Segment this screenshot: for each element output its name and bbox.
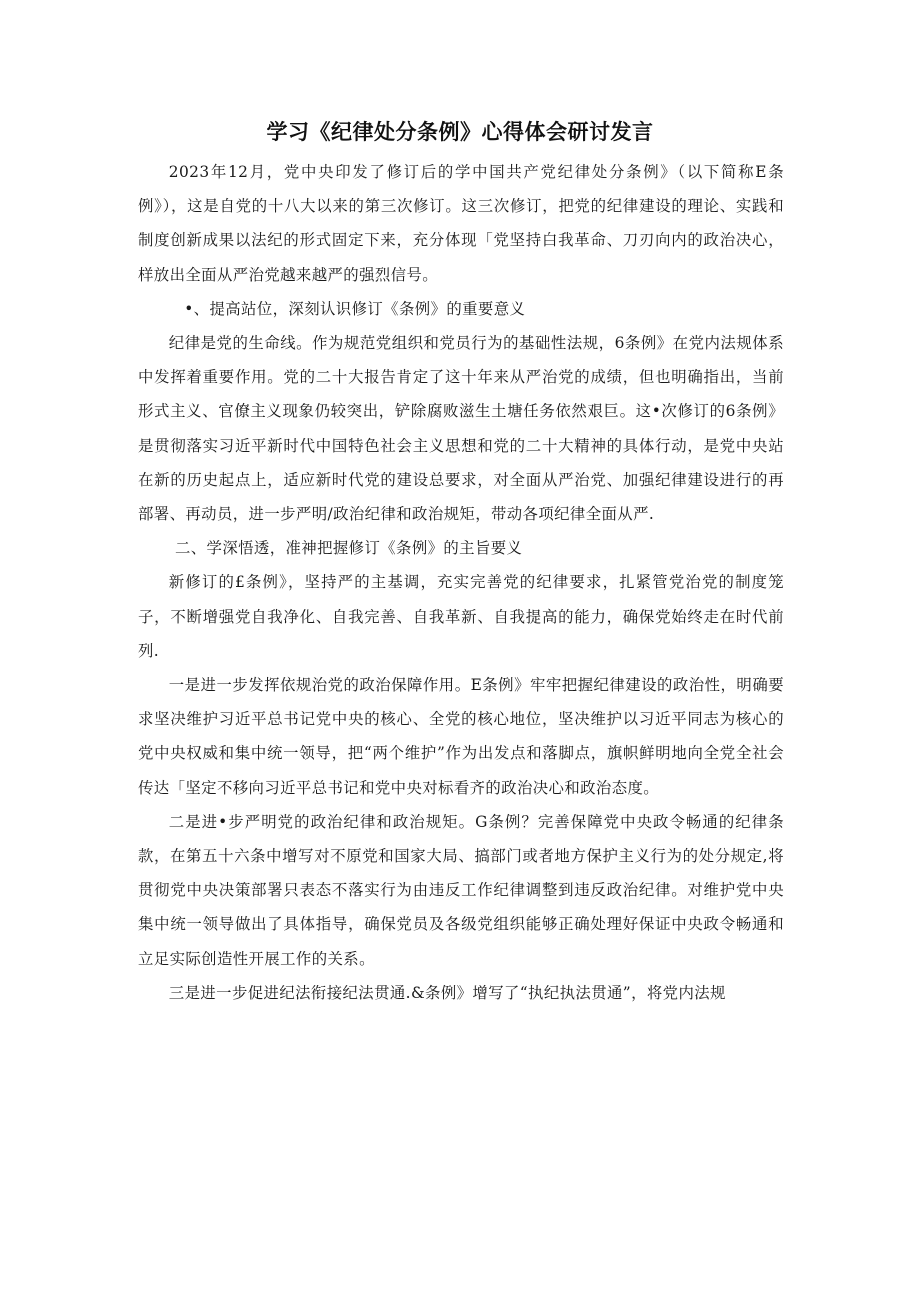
paragraph-point-1: 一是进一步发挥依规治党的政治保障作用。E条例》牢牢把握纪律建设的政治性，明确要求坚决维护习近平总书记党中央的核心、全党的核心地位，坚决维护以习近平同志为核心的党中央权威和集中统一领导，把“两个维护”作为出发点和落脚点，旗帜鲜明地向全党全社会传达「坚定不移向习近平总书记和党中央对标看齐的政治决心和政治态度。 — [138, 676, 784, 797]
section-heading-1: •、提高站位，深刻认识修订《条例》的重要意义 — [184, 299, 526, 318]
paragraph-intro: 2023年12月，党中央印发了修订后的学中国共产党纪律处分条例》（以下简称E条例》），这是自党的十八大以来的第三次修订。这三次修订，把党的纪律建设的理论、实践和制度创新成果以法纪的形式固定下来，充分体现「党坚持白我革命、刀刃向内的政治决心，样放出全面从严治党越来越严的强烈信号。 — [138, 163, 784, 284]
document-body — [138, 155, 784, 1010]
section-heading-2: 二、学深悟透，准神把握修订《条例》的主旨要义 — [174, 539, 523, 558]
document-title: 学习《纪律处分条例》心得体会研讨发言 — [266, 120, 654, 144]
paragraph-significance: 纪律是党的生命线。作为规范党组织和党员行为的基础性法规，6条例》在党内法规体系中发挥着重要作用。党的二十大报告肯定了这十年来从严治党的成绩，但也明确指出，当前形式主义、官僚主义现象仍较突出，铲除腐败滋生土塘任务依然艰巨。这•次修订的6条例》是贯彻落实习近平新时代中国特色社会主义思想和党的二十大精神的具体行动，是党中央站在新的历史起点上，适应新时代党的建设总要求，对全面从严治党、加强纪律建设进行的再部署、再动员，进一步严明/政治纪律和政治规矩，带动各项纪律全面从严. — [138, 334, 784, 524]
paragraph-revision-summary: 新修订的£条例》，坚持严的主基调，充实完善党的纪律要求，扎紧管党治党的制度笼子，不断增强党自我净化、自我完善、自我革新、自我提高的能力，确保党始终走在时代前列. — [138, 573, 784, 660]
paragraph-point-3: 三是进一步促进纪法衔接纪法贯通.&条例》增写了“执纪执法贯通”，将党内法规 — [168, 983, 726, 1002]
paragraph-point-2: 二是进•步严明党的政治纪律和政治规矩。G条例？完善保障党中央政令畅通的纪律条款，在第五十六条中增写对不原党和国家大局、搞部门或者地方保护主义行为的处分规定,将贯彻党中央决策部署只表态不落实行为由违反工作纪律调整到违反政治纪律。对维护党中央集中统一领导做出了具体指导，确保党员及各级党组织能够正确处理好保证中央政令畅通和立足实际创造性开展工作的关系。 — [138, 812, 784, 968]
